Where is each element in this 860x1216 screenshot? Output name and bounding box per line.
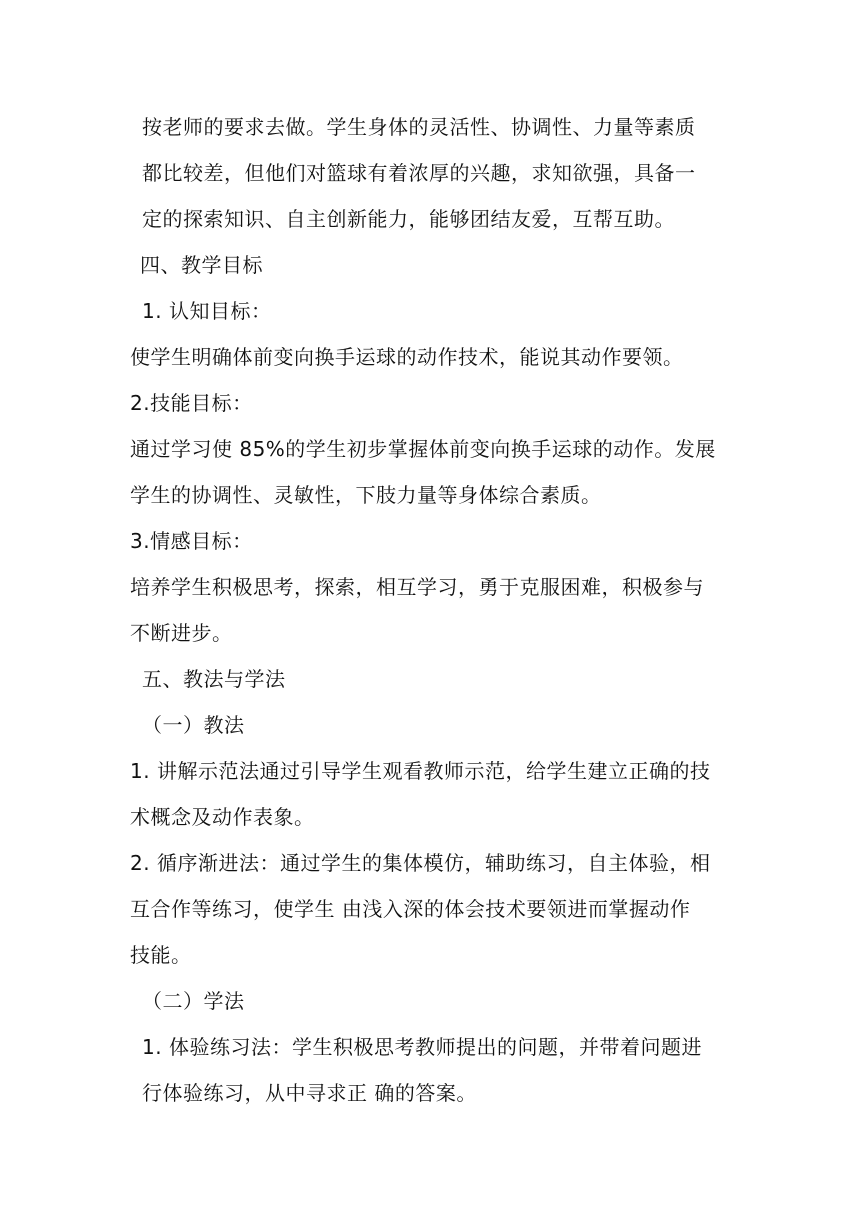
section-heading: 四、教学目标: [140, 253, 263, 277]
body-text-line: 1. 体验练习法：学生积极思考教师提出的问题，并带着问题进: [142, 1035, 702, 1059]
subsection-heading: （一）教法: [142, 713, 245, 737]
body-text-line: 术概念及动作表象。: [130, 805, 315, 829]
body-text-line: 定的探索知识、自主创新能力，能够团结友爱，互帮互助。: [142, 207, 675, 231]
body-text-line: 培养学生积极思考，探索，相互学习，勇于克服困难，积极参与: [130, 575, 704, 599]
body-text-line: 学生的协调性、灵敏性，下肢力量等身体综合素质。: [130, 483, 602, 507]
body-text-line: 使学生明确体前变向换手运球的动作技术，能说其动作要领。: [130, 345, 684, 369]
body-text-line: 不断进步。: [130, 621, 233, 645]
body-text-line: 互合作等练习，使学生 由浅入深的体会技术要领进而掌握动作: [130, 897, 691, 921]
section-heading: 五、教法与学法: [142, 667, 286, 691]
body-text-line: 技能。: [130, 943, 192, 967]
subsection-heading: （二）学法: [142, 989, 245, 1013]
body-text-line: 行体验练习，从中寻求正 确的答案。: [142, 1081, 477, 1105]
subsection-heading: 1. 认知目标：: [142, 299, 272, 323]
body-text-line: 按老师的要求去做。学生身体的灵活性、协调性、力量等素质: [142, 115, 696, 139]
body-text-line: 通过学习使 85%的学生初步掌握体前变向换手运球的动作。发展: [130, 437, 716, 461]
body-text-line: 都比较差，但他们对篮球有着浓厚的兴趣，求知欲强，具备一: [142, 161, 696, 185]
body-text-line: 1. 讲解示范法通过引导学生观看教师示范，给学生建立正确的技: [130, 759, 711, 783]
body-text-line: 2. 循序渐进法：通过学生的集体模仿，辅助练习，自主体验，相: [130, 851, 711, 875]
subsection-heading: 3.情感目标：: [130, 529, 253, 553]
subsection-heading: 2.技能目标：: [130, 391, 253, 415]
